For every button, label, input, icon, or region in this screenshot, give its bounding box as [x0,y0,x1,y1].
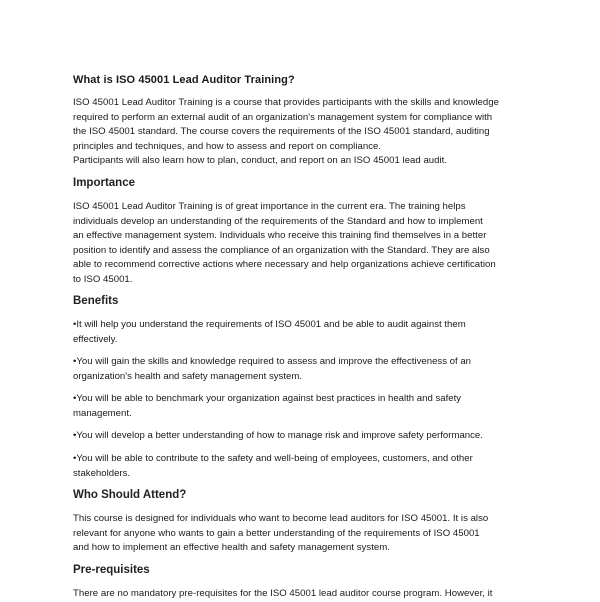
text-line: required to perform an external audit of an organization's management system for compliance with [73,111,493,123]
text-line: management. [73,407,132,419]
bullet-item [73,355,533,384]
text-line: ISO 45001 Lead Auditor Training is a course that provides participants with the skills and knowledge [73,97,499,108]
bullet-item [73,429,533,444]
bullet-item [73,318,533,347]
text-line: relevant for anyone who wants to gain a better understanding of the requirements of ISO 45001 [73,527,480,539]
text-line: an effective management system. Individuals who receive this training find themselves in a better [73,230,487,242]
text-line: and how to implement an effective health and safety management system. [73,542,390,554]
heading-benefits: Benefits [73,295,119,307]
text-line: to ISO 45001. [73,273,133,285]
heading-what-is: What is ISO 45001 Lead Auditor Training? [73,74,295,86]
text-line: organization's health and safety management system. [73,370,303,382]
paragraph-what-is [73,96,533,169]
text-line: There are no mandatory pre-requisites for the ISO 45001 lead auditor course program. However, it [73,588,493,599]
text-line: •You will develop a better understanding of how to manage risk and improve safety performance. [73,430,483,441]
text-line: stakeholders. [73,467,131,479]
text-line: the ISO 45001 standard. The course covers the requirements of the ISO 45001 standard, auditing [73,126,490,138]
text-line: effectively. [73,333,118,345]
paragraph-importance [73,200,533,288]
text-line: •You will be able to contribute to the safety and well-being of employees, customers, and other [73,453,473,464]
text-line: •You will be able to benchmark your organization against best practices in health and safety [73,393,462,404]
text-line: individuals develop an understanding of the requirements of the Standard and how to implement [73,215,483,227]
text-line: able to recommend corrective actions where necessary and help organizations achieve certification [73,259,496,271]
paragraph-who-should-attend [73,512,533,556]
text-line: position to identify and assess the compliance of an organization with the Standard. They are also [73,244,490,256]
paragraph-pre-requisites [73,587,533,602]
text-line: principles and techniques, and how to assess and report on compliance. [73,140,382,152]
text-line: •You will gain the skills and knowledge required to assess and improve the effectiveness of an [73,356,472,367]
text-line: Participants will also learn how to plan, conduct, and report on an ISO 45001 lead audit. [73,155,448,167]
text-line: •It will help you understand the requirements of ISO 45001 and be able to audit against them [73,319,466,330]
text-line: ISO 45001 Lead Auditor Training is of great importance in the current era. The training helps [73,201,466,212]
bullet-item [73,392,533,421]
heading-who-should-attend: Who Should Attend? [73,489,187,501]
bullet-item [73,452,533,481]
heading-importance: Importance [73,177,135,189]
heading-pre-requisites: Pre-requisites [73,564,150,576]
text-line: This course is designed for individuals who want to become lead auditors for ISO 45001. It is also [73,513,489,524]
